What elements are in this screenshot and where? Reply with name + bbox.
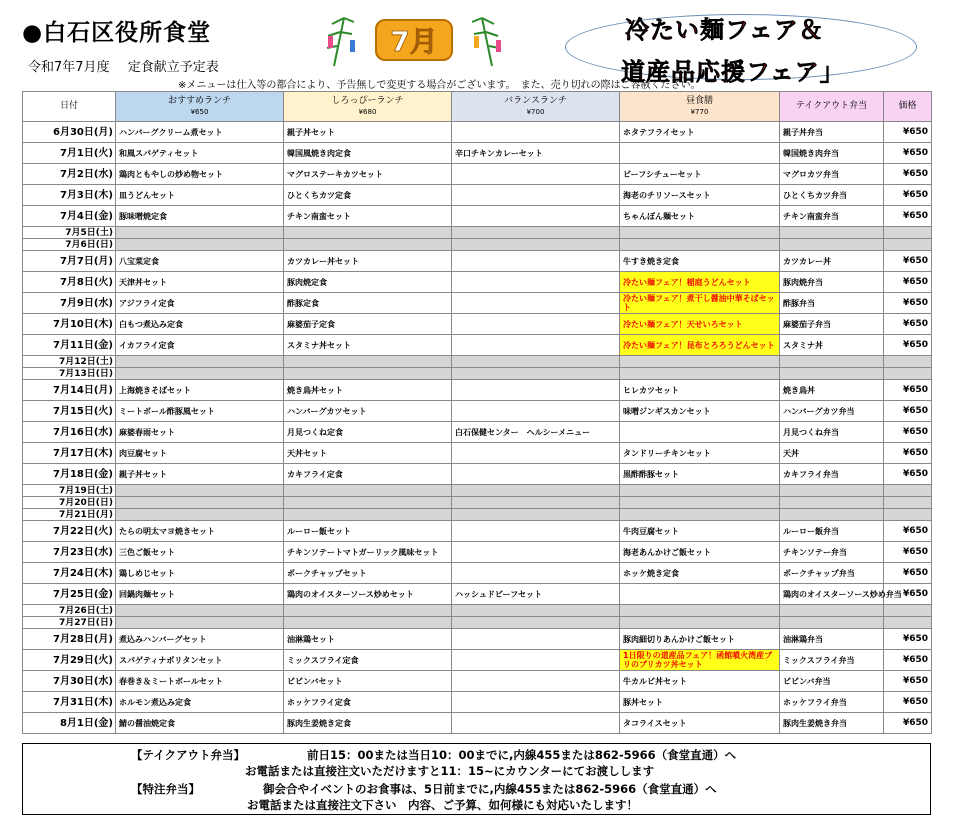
row-date: 7月23日(水) bbox=[23, 542, 116, 563]
cell-recommended: 豚味噌焼定食 bbox=[116, 206, 284, 227]
cell-recommended: 肉豆腐セット bbox=[116, 443, 284, 464]
cell-lunch-set: 豚丼セット bbox=[620, 692, 780, 713]
cell-recommended: イカフライ定食 bbox=[116, 335, 284, 356]
cell-shiroppy: 韓国風焼き肉定食 bbox=[284, 143, 452, 164]
cell-balance bbox=[452, 251, 620, 272]
cell-shiroppy: 親子丼セット bbox=[284, 122, 452, 143]
cell-takeout: 豚肉生姜焼き弁当 bbox=[780, 713, 884, 734]
menu-row bbox=[23, 422, 932, 443]
cell-takeout: 麻婆茄子弁当 bbox=[780, 314, 884, 335]
special-label: 【特注弁当】 bbox=[131, 782, 200, 796]
cell-shiroppy: チキン南蛮セット bbox=[284, 206, 452, 227]
cell-takeout: 酢豚弁当 bbox=[780, 293, 884, 314]
cell-shiroppy: 豚肉焼定食 bbox=[284, 272, 452, 293]
cell-takeout: マグロカツ弁当 bbox=[780, 164, 884, 185]
empty-cell-recommended bbox=[116, 617, 284, 629]
cell-price: ¥650 bbox=[884, 335, 932, 356]
row-date: 7月13日(日) bbox=[23, 368, 116, 380]
cell-takeout: 韓国焼き肉弁当 bbox=[780, 143, 884, 164]
cell-shiroppy: 鶏肉のオイスターソース炒めセット bbox=[284, 584, 452, 605]
cell-price: ¥650 bbox=[884, 563, 932, 584]
cell-price: ¥650 bbox=[884, 464, 932, 485]
cell-recommended: アジフライ定食 bbox=[116, 293, 284, 314]
special-line2: お電話または直接注文下さい 内容、ご予算、如何様にも対応いたします！ bbox=[247, 798, 638, 812]
takeout-line1: 前日15：00または当日10：00までに,内線455または862-5966（食堂直通）へ bbox=[307, 748, 737, 762]
row-date: 7月7日(月) bbox=[23, 251, 116, 272]
row-date: 7月4日(金) bbox=[23, 206, 116, 227]
closed-day-row bbox=[23, 497, 932, 509]
cell-price: ¥650 bbox=[884, 629, 932, 650]
cell-recommended: 鶏しめじセット bbox=[116, 563, 284, 584]
empty-cell-shiroppy bbox=[284, 497, 452, 509]
cell-takeout: 親子丼弁当 bbox=[780, 122, 884, 143]
cell-shiroppy: 油淋鶏セット bbox=[284, 629, 452, 650]
empty-cell-recommended bbox=[116, 356, 284, 368]
cell-balance bbox=[452, 122, 620, 143]
col-header-takeout: テイクアウト弁当 bbox=[780, 92, 884, 122]
cell-lunch-set: タンドリーチキンセット bbox=[620, 443, 780, 464]
menu-row bbox=[23, 713, 932, 734]
row-date: 7月29日(火) bbox=[23, 650, 116, 671]
menu-row bbox=[23, 464, 932, 485]
col-header-shiroppy: しろっぴーランチ ¥680 bbox=[284, 92, 452, 122]
empty-cell-lunch-set bbox=[620, 239, 780, 251]
cell-balance bbox=[452, 671, 620, 692]
cell-takeout: ビビンバ弁当 bbox=[780, 671, 884, 692]
cell-takeout: スタミナ丼 bbox=[780, 335, 884, 356]
footer-notice bbox=[22, 743, 931, 815]
cell-takeout: 焼き鳥丼 bbox=[780, 380, 884, 401]
cell-balance bbox=[452, 563, 620, 584]
empty-cell-balance bbox=[452, 617, 620, 629]
row-date: 7月1日(火) bbox=[23, 143, 116, 164]
cell-price: ¥650 bbox=[884, 272, 932, 293]
empty-cell-balance bbox=[452, 509, 620, 521]
row-date: 7月18日(金) bbox=[23, 464, 116, 485]
cell-price: ¥650 bbox=[884, 584, 932, 605]
subtitle-label: 定食献立予定表 bbox=[127, 60, 219, 75]
cell-price: ¥650 bbox=[884, 143, 932, 164]
menu-row bbox=[23, 542, 932, 563]
cell-balance bbox=[452, 464, 620, 485]
cell-takeout: 豚肉焼弁当 bbox=[780, 272, 884, 293]
cell-shiroppy: マグロステーキカツセット bbox=[284, 164, 452, 185]
cell-balance bbox=[452, 692, 620, 713]
closed-day-row bbox=[23, 485, 932, 497]
closed-day-row bbox=[23, 509, 932, 521]
empty-cell-balance bbox=[452, 497, 620, 509]
cell-takeout: ポークチャップ弁当 bbox=[780, 563, 884, 584]
empty-cell-price bbox=[884, 485, 932, 497]
menu-row bbox=[23, 563, 932, 584]
col-header-date: 日付 bbox=[23, 92, 116, 122]
cell-balance bbox=[452, 314, 620, 335]
cell-lunch-set-fair: 冷たい麺フェア！稲庭うどんセット bbox=[620, 272, 780, 293]
cell-balance bbox=[452, 380, 620, 401]
cell-price: ¥650 bbox=[884, 692, 932, 713]
menu-row bbox=[23, 293, 932, 314]
cell-recommended: スパゲティナポリタンセット bbox=[116, 650, 284, 671]
cell-balance bbox=[452, 401, 620, 422]
empty-cell-takeout bbox=[780, 605, 884, 617]
empty-cell-lunch-set bbox=[620, 485, 780, 497]
row-date: 7月21日(月) bbox=[23, 509, 116, 521]
cell-takeout: 天丼 bbox=[780, 443, 884, 464]
empty-cell-shiroppy bbox=[284, 368, 452, 380]
row-date: 7月3日(木) bbox=[23, 185, 116, 206]
subtitle-period: 令和7年7月度 bbox=[28, 60, 110, 75]
table-header-row bbox=[23, 92, 932, 122]
empty-cell-price bbox=[884, 227, 932, 239]
cell-price: ¥650 bbox=[884, 650, 932, 671]
row-date: 7月14日(月) bbox=[23, 380, 116, 401]
closed-day-row bbox=[23, 239, 932, 251]
month-badge bbox=[314, 10, 514, 70]
empty-cell-shiroppy bbox=[284, 617, 452, 629]
empty-cell-lunch-set bbox=[620, 617, 780, 629]
menu-row bbox=[23, 122, 932, 143]
cell-lunch-set: ヒレカツセット bbox=[620, 380, 780, 401]
subtitle bbox=[28, 56, 233, 75]
empty-cell-lunch-set bbox=[620, 227, 780, 239]
cell-lunch-set-fair: 冷たい麺フェア！煮干し醤油中華そばセット bbox=[620, 293, 780, 314]
empty-cell-shiroppy bbox=[284, 509, 452, 521]
empty-cell-lunch-set bbox=[620, 368, 780, 380]
row-date: 7月9日(水) bbox=[23, 293, 116, 314]
cell-shiroppy: ルーロー飯セット bbox=[284, 521, 452, 542]
empty-cell-shiroppy bbox=[284, 227, 452, 239]
menu-row bbox=[23, 443, 932, 464]
cell-price: ¥650 bbox=[884, 671, 932, 692]
cell-lunch-set bbox=[620, 584, 780, 605]
empty-cell-lunch-set bbox=[620, 356, 780, 368]
menu-row bbox=[23, 584, 932, 605]
cell-shiroppy: スタミナ丼セット bbox=[284, 335, 452, 356]
cell-balance bbox=[452, 650, 620, 671]
row-date: 7月15日(火) bbox=[23, 401, 116, 422]
empty-cell-takeout bbox=[780, 617, 884, 629]
cell-takeout: 月見つくね弁当 bbox=[780, 422, 884, 443]
takeout-label: 【テイクアウト弁当】 bbox=[131, 748, 245, 762]
cell-takeout: ミックスフライ弁当 bbox=[780, 650, 884, 671]
cell-recommended: ホルモン煮込み定食 bbox=[116, 692, 284, 713]
cell-balance bbox=[452, 542, 620, 563]
cell-lunch-set: 牛肉豆腐セット bbox=[620, 521, 780, 542]
empty-cell-shiroppy bbox=[284, 239, 452, 251]
cell-takeout: 鶏肉のオイスターソース炒め弁当 bbox=[780, 584, 884, 605]
takeout-line2: お電話または直接注文いただけますと11：15~にカウンターにてお渡しします bbox=[245, 764, 655, 778]
cell-lunch-set: 黒酢酢豚セット bbox=[620, 464, 780, 485]
cell-balance bbox=[452, 713, 620, 734]
page-title: ●白石区役所食堂 bbox=[22, 20, 212, 46]
empty-cell-price bbox=[884, 605, 932, 617]
closed-day-row bbox=[23, 227, 932, 239]
cell-balance: ハッシュドビーフセット bbox=[452, 584, 620, 605]
closed-day-row bbox=[23, 356, 932, 368]
cell-shiroppy: 月見つくね定食 bbox=[284, 422, 452, 443]
cell-price: ¥650 bbox=[884, 521, 932, 542]
empty-cell-balance bbox=[452, 485, 620, 497]
row-date: 7月20日(日) bbox=[23, 497, 116, 509]
menu-row bbox=[23, 650, 932, 671]
row-date: 7月2日(水) bbox=[23, 164, 116, 185]
cell-balance bbox=[452, 629, 620, 650]
cell-balance: 白石保健センター ヘルシーメニュー bbox=[452, 422, 620, 443]
empty-cell-lunch-set bbox=[620, 605, 780, 617]
cell-balance bbox=[452, 293, 620, 314]
cell-shiroppy: ホッケフライ定食 bbox=[284, 692, 452, 713]
row-date: 7月6日(日) bbox=[23, 239, 116, 251]
empty-cell-price bbox=[884, 368, 932, 380]
empty-cell-recommended bbox=[116, 239, 284, 251]
menu-note: ※メニューは仕入等の都合により、予告無しで変更する場合がございます。 また、売り切れの際はご容赦ください。 bbox=[178, 80, 701, 91]
cell-price: ¥650 bbox=[884, 164, 932, 185]
empty-cell-price bbox=[884, 356, 932, 368]
col-header-recommended: おすすめランチ ¥650 bbox=[116, 92, 284, 122]
row-date: 7月30日(水) bbox=[23, 671, 116, 692]
row-date: 7月26日(土) bbox=[23, 605, 116, 617]
empty-cell-lunch-set bbox=[620, 509, 780, 521]
month-badge-text: 7月 bbox=[390, 25, 438, 58]
empty-cell-recommended bbox=[116, 227, 284, 239]
menu-row bbox=[23, 380, 932, 401]
cell-price: ¥650 bbox=[884, 293, 932, 314]
menu-table-wrap bbox=[22, 91, 931, 734]
row-date: 7月31日(木) bbox=[23, 692, 116, 713]
cell-recommended: 天津丼セット bbox=[116, 272, 284, 293]
row-date: 7月25日(金) bbox=[23, 584, 116, 605]
cell-takeout: ひとくちカツ弁当 bbox=[780, 185, 884, 206]
cell-takeout: カキフライ弁当 bbox=[780, 464, 884, 485]
cell-shiroppy: 豚肉生姜焼き定食 bbox=[284, 713, 452, 734]
cell-balance bbox=[452, 164, 620, 185]
cell-price: ¥650 bbox=[884, 206, 932, 227]
cell-price: ¥650 bbox=[884, 251, 932, 272]
empty-cell-shiroppy bbox=[284, 485, 452, 497]
cell-shiroppy: 焼き鳥丼セット bbox=[284, 380, 452, 401]
row-date: 7月10日(木) bbox=[23, 314, 116, 335]
menu-row bbox=[23, 335, 932, 356]
row-date: 7月24日(木) bbox=[23, 563, 116, 584]
cell-takeout: チキンソテー弁当 bbox=[780, 542, 884, 563]
cell-recommended: たらの明太マヨ焼きセット bbox=[116, 521, 284, 542]
empty-cell-takeout bbox=[780, 485, 884, 497]
cell-takeout: 油淋鶏弁当 bbox=[780, 629, 884, 650]
cell-shiroppy: チキンソテートマトガーリック風味セット bbox=[284, 542, 452, 563]
cell-lunch-set bbox=[620, 143, 780, 164]
special-line1: 御会合やイベントのお食事は、5日前までに,内線455または862-5966（食堂直通）へ bbox=[263, 782, 717, 796]
menu-row bbox=[23, 164, 932, 185]
cell-lunch-set bbox=[620, 422, 780, 443]
fair-title-line2: 道産品応援フェア」 bbox=[621, 58, 845, 86]
menu-row bbox=[23, 185, 932, 206]
cell-recommended: ハンバーグクリーム煮セット bbox=[116, 122, 284, 143]
cell-recommended: 皿うどんセット bbox=[116, 185, 284, 206]
cell-takeout: チキン南蛮弁当 bbox=[780, 206, 884, 227]
cell-recommended: 鯖の醤油焼定食 bbox=[116, 713, 284, 734]
cell-recommended: 回鍋肉麺セット bbox=[116, 584, 284, 605]
menu-row bbox=[23, 692, 932, 713]
empty-cell-price bbox=[884, 617, 932, 629]
cell-price: ¥650 bbox=[884, 422, 932, 443]
cell-shiroppy: ポークチャップセット bbox=[284, 563, 452, 584]
menu-row bbox=[23, 671, 932, 692]
row-date: 7月28日(月) bbox=[23, 629, 116, 650]
empty-cell-takeout bbox=[780, 227, 884, 239]
menu-row bbox=[23, 251, 932, 272]
empty-cell-takeout bbox=[780, 356, 884, 368]
row-date: 7月19日(土) bbox=[23, 485, 116, 497]
cell-takeout: ルーロー飯弁当 bbox=[780, 521, 884, 542]
col-header-price: 価格 bbox=[884, 92, 932, 122]
empty-cell-balance bbox=[452, 368, 620, 380]
cell-recommended: ミートボール酢豚風セット bbox=[116, 401, 284, 422]
cell-lunch-set: 牛カルビ丼セット bbox=[620, 671, 780, 692]
menu-row bbox=[23, 521, 932, 542]
cell-recommended: 鶏肉ともやしの炒め物セット bbox=[116, 164, 284, 185]
row-date: 7月27日(日) bbox=[23, 617, 116, 629]
row-date: 7月11日(金) bbox=[23, 335, 116, 356]
cell-lunch-set: 牛すき焼き定食 bbox=[620, 251, 780, 272]
cell-shiroppy: カツカレー丼セット bbox=[284, 251, 452, 272]
cell-lunch-set: 味噌ジンギスカンセット bbox=[620, 401, 780, 422]
menu-row bbox=[23, 143, 932, 164]
fair-title-line1: 冷たい麺フェア＆ bbox=[625, 16, 824, 44]
cell-shiroppy: カキフライ定食 bbox=[284, 464, 452, 485]
cell-price: ¥650 bbox=[884, 401, 932, 422]
empty-cell-shiroppy bbox=[284, 605, 452, 617]
empty-cell-balance bbox=[452, 239, 620, 251]
cell-balance bbox=[452, 443, 620, 464]
empty-cell-recommended bbox=[116, 368, 284, 380]
menu-row bbox=[23, 206, 932, 227]
empty-cell-takeout bbox=[780, 497, 884, 509]
closed-day-row bbox=[23, 605, 932, 617]
cell-price: ¥650 bbox=[884, 122, 932, 143]
row-date: 6月30日(月) bbox=[23, 122, 116, 143]
cell-balance bbox=[452, 521, 620, 542]
cell-lunch-set: ホッケ焼き定食 bbox=[620, 563, 780, 584]
empty-cell-lunch-set bbox=[620, 497, 780, 509]
cell-shiroppy: 麻婆茄子定食 bbox=[284, 314, 452, 335]
cell-lunch-set: 海老のチリソースセット bbox=[620, 185, 780, 206]
empty-cell-takeout bbox=[780, 509, 884, 521]
closed-day-row bbox=[23, 368, 932, 380]
cell-takeout: ハンバーグカツ弁当 bbox=[780, 401, 884, 422]
cell-shiroppy: ビビンバセット bbox=[284, 671, 452, 692]
cell-balance bbox=[452, 335, 620, 356]
empty-cell-recommended bbox=[116, 497, 284, 509]
cell-lunch-set: タコライスセット bbox=[620, 713, 780, 734]
empty-cell-recommended bbox=[116, 605, 284, 617]
cell-lunch-set-fair: 冷たい麺フェア！天せいろセット bbox=[620, 314, 780, 335]
cell-balance: 辛口チキンカレーセット bbox=[452, 143, 620, 164]
menu-row bbox=[23, 401, 932, 422]
cell-recommended: 麻婆春雨セット bbox=[116, 422, 284, 443]
col-header-balance: バランスランチ ¥700 bbox=[452, 92, 620, 122]
cell-price: ¥650 bbox=[884, 443, 932, 464]
row-date: 7月16日(水) bbox=[23, 422, 116, 443]
empty-cell-balance bbox=[452, 227, 620, 239]
cell-recommended: 親子丼セット bbox=[116, 464, 284, 485]
row-date: 7月12日(土) bbox=[23, 356, 116, 368]
empty-cell-takeout bbox=[780, 368, 884, 380]
cell-lunch-set-fair: 1日限りの道産品フェア！函館噴火湾産ブリのブリカツ丼セット bbox=[620, 650, 780, 671]
cell-lunch-set: ちゃんぽん麺セット bbox=[620, 206, 780, 227]
row-date: 7月5日(土) bbox=[23, 227, 116, 239]
cell-recommended: 春巻き＆ミートボールセット bbox=[116, 671, 284, 692]
cell-lunch-set: ビーフシチューセット bbox=[620, 164, 780, 185]
empty-cell-shiroppy bbox=[284, 356, 452, 368]
empty-cell-price bbox=[884, 239, 932, 251]
empty-cell-price bbox=[884, 509, 932, 521]
cell-recommended: 三色ご飯セット bbox=[116, 542, 284, 563]
cell-balance bbox=[452, 272, 620, 293]
cell-balance bbox=[452, 185, 620, 206]
menu-row bbox=[23, 272, 932, 293]
cell-price: ¥650 bbox=[884, 185, 932, 206]
empty-cell-recommended bbox=[116, 509, 284, 521]
row-date: 7月8日(火) bbox=[23, 272, 116, 293]
cell-shiroppy: ひとくちカツ定食 bbox=[284, 185, 452, 206]
empty-cell-recommended bbox=[116, 485, 284, 497]
cell-lunch-set-fair: 冷たい麺フェア！昆布とろろうどんセット bbox=[620, 335, 780, 356]
menu-row bbox=[23, 314, 932, 335]
cell-price: ¥650 bbox=[884, 380, 932, 401]
cell-lunch-set: ホタテフライセット bbox=[620, 122, 780, 143]
cell-lunch-set: 海老あんかけご飯セット bbox=[620, 542, 780, 563]
cell-recommended: 和風スパゲティセット bbox=[116, 143, 284, 164]
col-header-lunch-set: 昼食膳 ¥770 bbox=[620, 92, 780, 122]
menu-table bbox=[22, 91, 932, 734]
cell-shiroppy: ミックスフライ定食 bbox=[284, 650, 452, 671]
empty-cell-balance bbox=[452, 356, 620, 368]
cell-recommended: 煮込みハンバーグセット bbox=[116, 629, 284, 650]
cell-balance bbox=[452, 206, 620, 227]
cell-shiroppy: 酢豚定食 bbox=[284, 293, 452, 314]
row-date: 8月1日(金) bbox=[23, 713, 116, 734]
cell-price: ¥650 bbox=[884, 713, 932, 734]
cell-recommended: 上海焼きそばセット bbox=[116, 380, 284, 401]
row-date: 7月22日(火) bbox=[23, 521, 116, 542]
cell-lunch-set: 豚肉細切りあんかけご飯セット bbox=[620, 629, 780, 650]
cell-takeout: カツカレー丼 bbox=[780, 251, 884, 272]
cell-price: ¥650 bbox=[884, 542, 932, 563]
cell-price: ¥650 bbox=[884, 314, 932, 335]
menu-row bbox=[23, 629, 932, 650]
cell-shiroppy: ハンバーグカツセット bbox=[284, 401, 452, 422]
empty-cell-price bbox=[884, 497, 932, 509]
cell-recommended: 白もつ煮込み定食 bbox=[116, 314, 284, 335]
empty-cell-balance bbox=[452, 605, 620, 617]
closed-day-row bbox=[23, 617, 932, 629]
cell-shiroppy: 天丼セット bbox=[284, 443, 452, 464]
empty-cell-takeout bbox=[780, 239, 884, 251]
cell-takeout: ホッケフライ弁当 bbox=[780, 692, 884, 713]
cell-recommended: 八宝菜定食 bbox=[116, 251, 284, 272]
row-date: 7月17日(木) bbox=[23, 443, 116, 464]
fair-banner bbox=[565, 6, 915, 84]
